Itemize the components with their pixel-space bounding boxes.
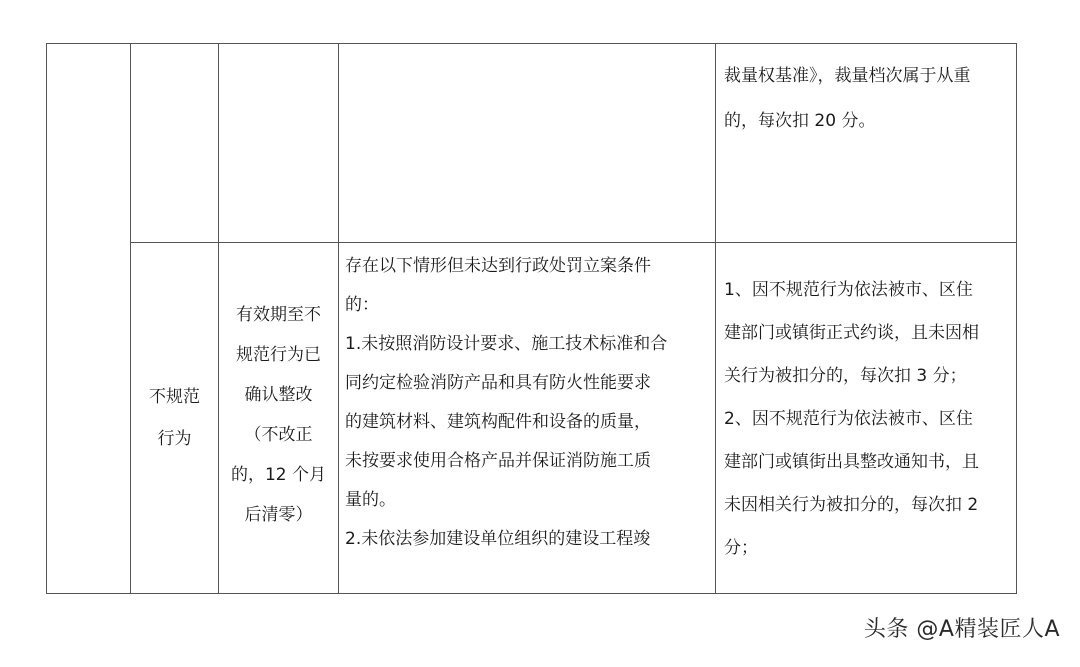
table-cell-empty (339, 44, 716, 243)
table-cell-category (131, 243, 219, 594)
text-line: 2、因不规范行为依法被市、区住 (724, 409, 973, 429)
table-row (47, 243, 1017, 594)
table-row (47, 44, 1017, 243)
table-cell-deduction (716, 44, 1017, 243)
text-line: 2.未依法参加建设单位组织的建设工程竣 (345, 529, 651, 549)
text-line: 的建筑材料、建筑构配件和设备的质量， (345, 412, 651, 432)
text-line: 未因相关行为被扣分的，每次扣 2 (724, 495, 979, 515)
text-line: 未按要求使用合格产品并保证消防施工质 (345, 451, 651, 471)
text-line: 关行为被扣分的，每次扣 3 分； (724, 366, 967, 386)
text-line: 的： (345, 295, 379, 315)
text-line: 有效期至不 (236, 305, 321, 325)
text-line: 不规范 (149, 387, 200, 407)
text-line: （不改正 (244, 425, 313, 445)
text-line: 建部门或镇街正式约谈，且未因相 (724, 323, 979, 343)
table-cell-validity (219, 243, 339, 594)
text-line: 1、因不规范行为依法被市、区住 (724, 280, 973, 300)
table-cell-deduction (716, 243, 1017, 594)
text-line: 行为 (157, 429, 192, 449)
table-cell-conditions (339, 243, 716, 594)
text-line: 裁量权基准》，裁量档次属于从重 (724, 66, 971, 86)
text-line: 规范行为已 (236, 345, 321, 365)
text-line: 存在以下情形但未达到行政处罚立案条件 (345, 256, 651, 276)
text-line: 1.未按照消防设计要求、施工技术标准和合 (345, 334, 668, 354)
text-line: 同约定检验消防产品和具有防火性能要求 (345, 373, 651, 393)
text-line: 的，12 个月 (230, 465, 327, 485)
table-cell-empty (131, 44, 219, 243)
text-line: 建部门或镇街出具整改通知书，且 (724, 452, 979, 472)
text-line: 后清零） (244, 505, 313, 525)
text-line: 的，每次扣 20 分。 (724, 111, 876, 131)
table-cell-empty (47, 44, 131, 594)
rules-table (46, 43, 1017, 594)
text-line: 确认整改 (244, 385, 313, 405)
watermark-text: 头条 @A精装匠人A (863, 617, 1060, 642)
text-line: 分； (724, 538, 758, 558)
text-line: 量的。 (345, 490, 396, 510)
table-cell-empty (219, 44, 339, 243)
